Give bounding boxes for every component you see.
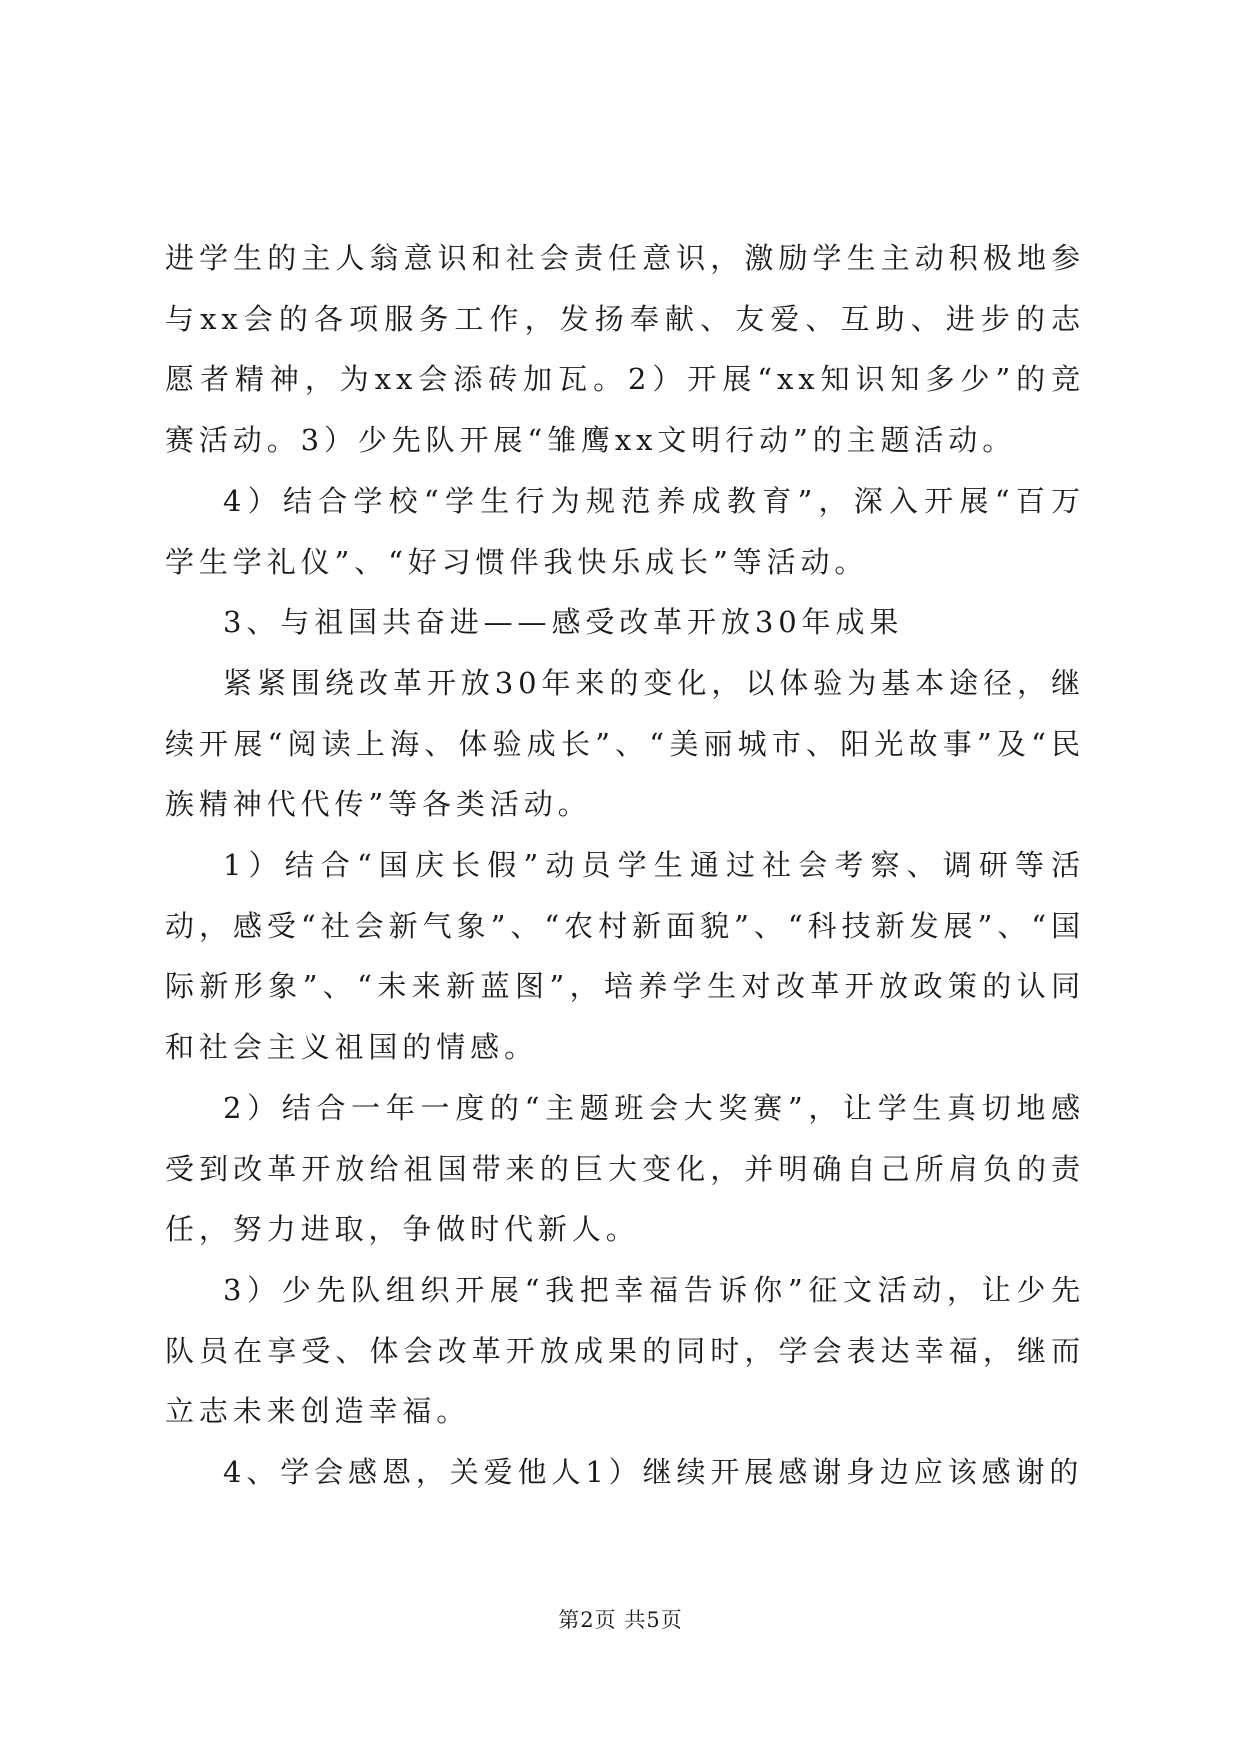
paragraph-6: 2）结合一年一度的“主题班会大奖赛”，让学生真切地感受到改革开放给祖国带来的巨大变化，并明确自己所肩负的责任，努力进取，争做时代新人。	[165, 1090, 1085, 1247]
section-heading-4: 4、学会感恩，关爱他人1）继续开展感谢身边应该感谢的	[223, 1455, 1084, 1490]
document-body	[165, 228, 1085, 1503]
paragraph-1: 进学生的主人翁意识和社会责任意识，激励学生主动积极地参与xx会的各项服务工作，发扬奉献、友爱、互助、进步的志愿者精神，为xx会添砖加瓦。2）开展“xx知识知多少”的竞赛活动。3）少先队开展“雏鹰xx文明行动”的主题活动。	[165, 241, 1085, 458]
section-heading-3: 3、与祖国共奋进——感受改革开放30年成果	[223, 605, 904, 640]
paragraph-5: 1）结合“国庆长假”动员学生通过社会考察、调研等活动，感受“社会新气象”、“农村新面貌”、“科技新发展”、“国际新形象”、“未来新蓝图”，培养学生对改革开放政策的认同和社会主义祖国的情感。	[165, 848, 1085, 1065]
paragraph-4: 紧紧围绕改革开放30年来的变化，以体验为基本途径，继续开展“阅读上海、体验成长”、“美丽城市、阳光故事”及“民族精神代代传”等各类活动。	[165, 665, 1085, 822]
paragraph-2: 4）结合学校“学生行为规范养成教育”，深入开展“百万学生学礼仪”、“好习惯伴我快乐成长”等活动。	[165, 483, 1085, 579]
page-number-footer: 第2页 共5页	[558, 1608, 683, 1632]
paragraph-7: 3）少先队组织开展“我把幸福告诉你”征文活动，让少先队员在享受、体会改革开放成果的同时，学会表达幸福，继而立志未来创造幸福。	[165, 1272, 1085, 1429]
